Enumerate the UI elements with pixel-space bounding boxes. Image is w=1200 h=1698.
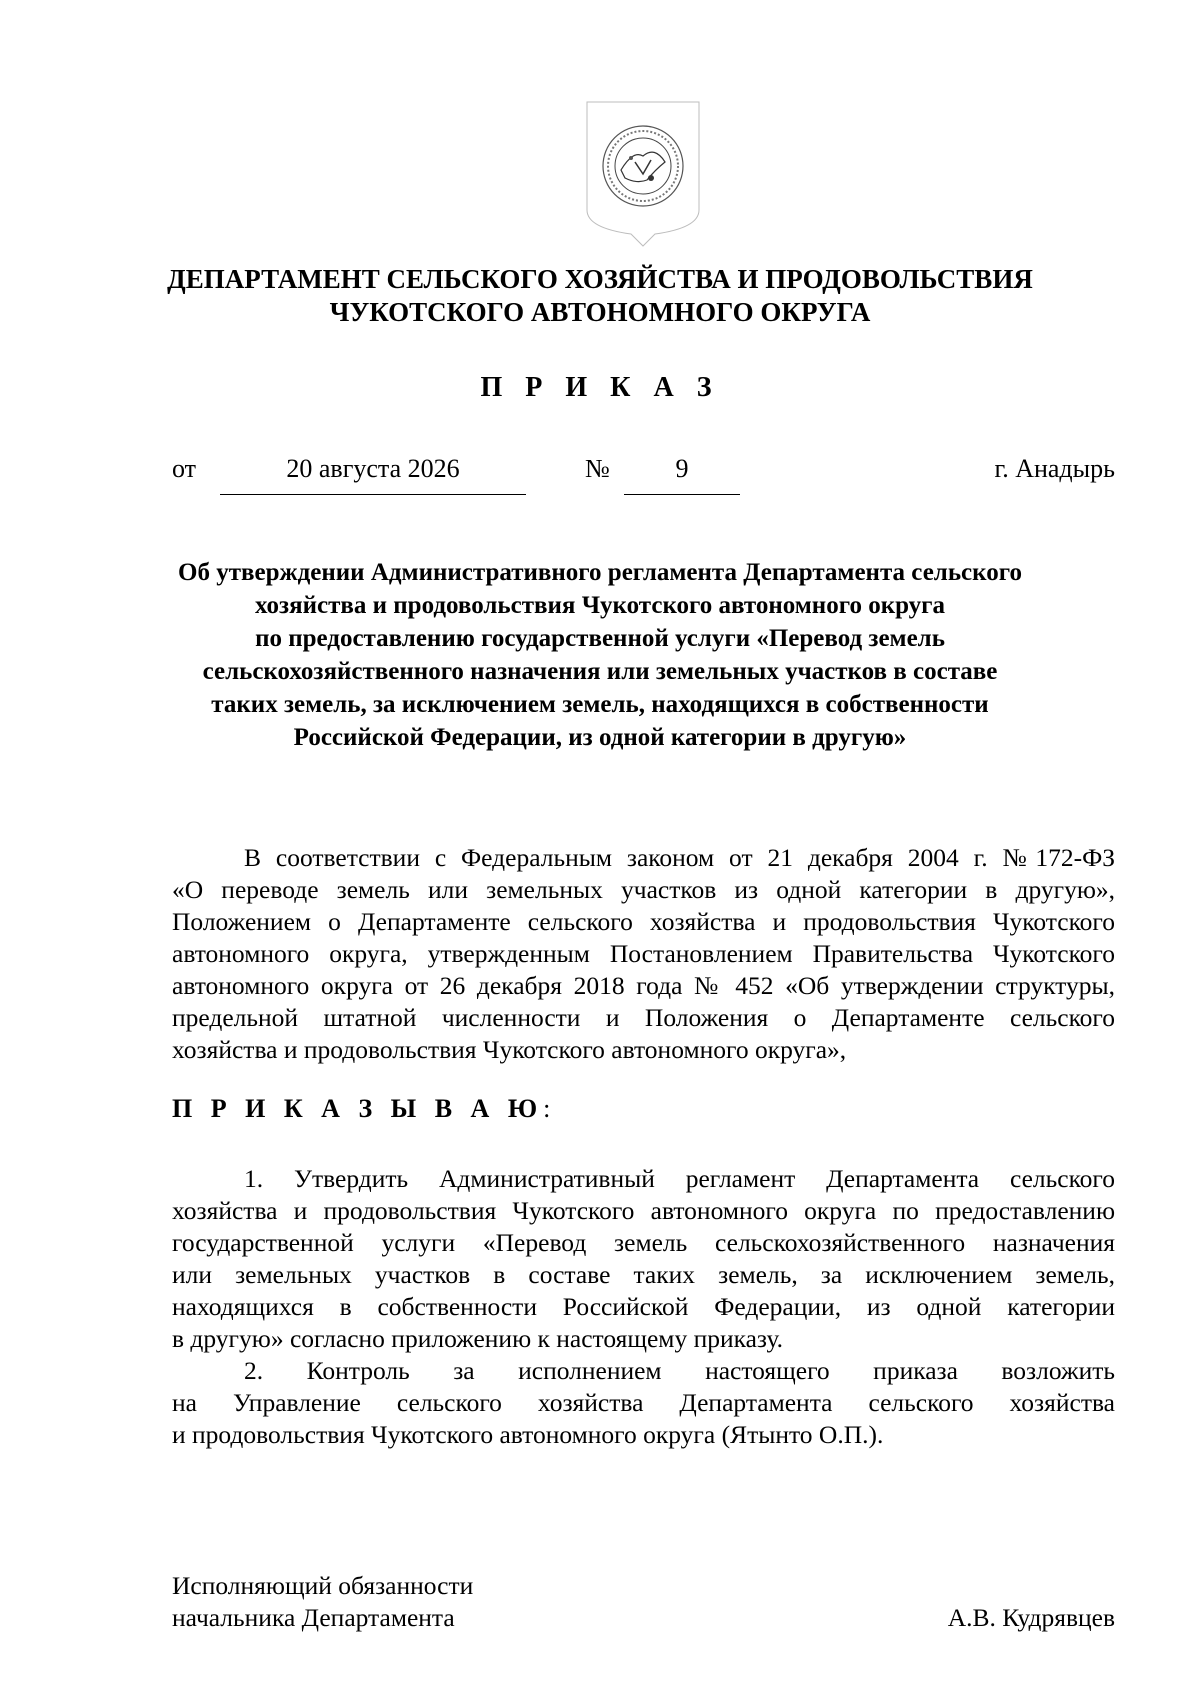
order-item-1 <box>172 1163 1115 1355</box>
order-item-2 <box>172 1355 1115 1451</box>
command-word: П Р И К А З Ы В А Ю <box>172 1094 544 1123</box>
item-1-line: государственной услуги «Перевод земель сельскохозяйственного назначения <box>172 1228 1115 1257</box>
number-underline <box>624 494 740 495</box>
item-1-line: находящихся в собственности Российской Федерации, из одной категории <box>172 1292 1115 1321</box>
item-2-line: и продовольствия Чукотского автономного округа (Ятынто О.П.). <box>172 1420 884 1449</box>
number-label: № <box>585 454 610 483</box>
item-2-line: 2. Контроль за исполнением настоящего приказа возложить <box>244 1356 1115 1385</box>
order-subject <box>150 556 1050 754</box>
coat-of-arms-emblem <box>585 100 701 250</box>
subject-line: Об утверждении Административного регламента Департамента сельского <box>178 559 1022 586</box>
subject-line: таких земель, за исключением земель, находящихся в собственности <box>211 691 989 718</box>
city: г. Анадырь <box>994 454 1115 483</box>
item-2-line: на Управление сельского хозяйства Департамента сельского хозяйства <box>172 1388 1115 1417</box>
item-1-line: хозяйства и продовольствия Чукотского автономного округа по предоставлению <box>172 1196 1115 1225</box>
department-title-line-1: ДЕПАРТАМЕНТ СЕЛЬСКОГО ХОЗЯЙСТВА И ПРОДОВОЛЬСТВИЯ <box>167 264 1033 294</box>
preamble-line: автономного округа от 26 декабря 2018 года № 452 «Об утверждении структуры, <box>172 971 1115 1000</box>
order-number: 9 <box>675 454 689 483</box>
from-label: от <box>172 454 197 483</box>
department-title <box>0 263 1200 329</box>
preamble-paragraph <box>172 842 1115 1066</box>
order-title: П Р И К А З <box>480 372 720 403</box>
order-date: 20 августа 2026 <box>286 454 460 483</box>
preamble-line: хозяйства и продовольствия Чукотского автономного округа», <box>172 1035 847 1064</box>
item-1-line: 1. Утвердить Административный регламент Департамента сельского <box>244 1164 1115 1193</box>
preamble-line: «О переводе земель или земельных участков из одной категории в другую», <box>172 875 1115 904</box>
preamble-line: В соответствии с Федеральным законом от 21 декабря 2004 г. №172-ФЗ <box>244 843 1115 872</box>
command-heading <box>172 1093 550 1125</box>
signatory-position <box>172 1570 473 1634</box>
item-1-line: или земельных участков в составе таких земель, за исключением земель, <box>172 1260 1115 1289</box>
preamble-line: Положением о Департаменте сельского хозяйства и продовольствия Чукотского <box>172 907 1115 936</box>
signatory-position-line-1: Исполняющий обязанности <box>172 1571 474 1600</box>
signatory-name: А.В. Кудрявцев <box>947 1603 1115 1632</box>
date-underline <box>220 494 526 495</box>
subject-line: хозяйства и продовольствия Чукотского автономного округа <box>254 592 946 619</box>
preamble-line: автономного округа, утвержденным Постановлением Правительства Чукотского <box>172 939 1115 968</box>
signatory-position-line-2: начальника Департамента <box>172 1603 455 1632</box>
department-title-line-2: ЧУКОТСКОГО АВТОНОМНОГО ОКРУГА <box>329 297 871 327</box>
subject-line: Российской Федерации, из одной категории в другую» <box>293 724 907 751</box>
command-colon: : <box>543 1094 551 1123</box>
preamble-line: предельной штатной численности и Положения о Департаменте сельского <box>172 1003 1115 1032</box>
subject-line: по предоставлению государственной услуги «Перевод земель <box>255 625 945 652</box>
subject-line: сельскохозяйственного назначения или земельных участков в составе <box>202 658 998 685</box>
item-1-line: в другую» согласно приложению к настоящему приказу. <box>172 1324 784 1353</box>
